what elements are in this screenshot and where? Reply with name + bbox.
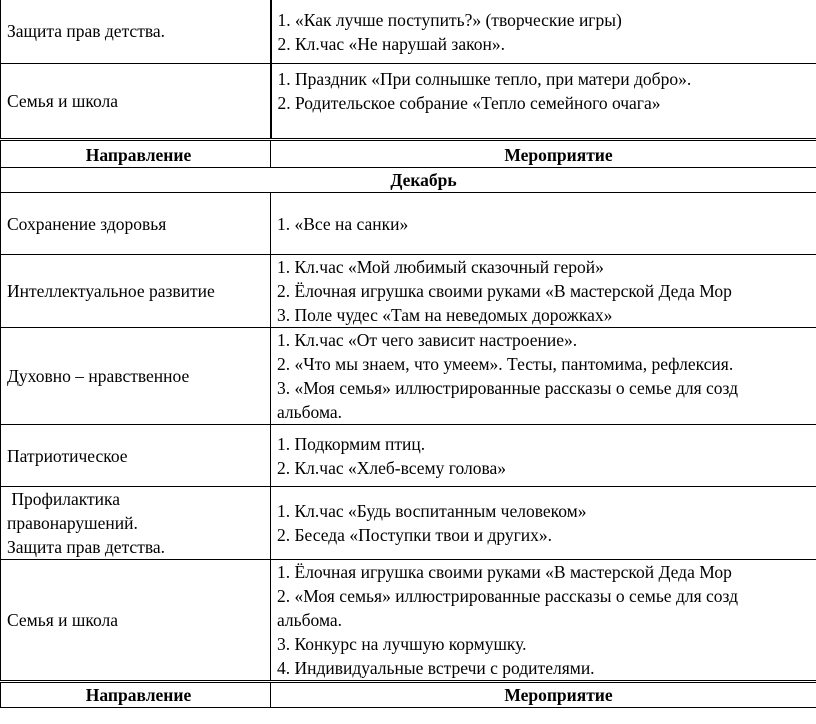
month-row bbox=[1, 168, 816, 193]
table-row bbox=[1, 193, 816, 255]
events-cell: 1. Подкормим птиц. 2. Кл.час «Хлеб-всему голова» bbox=[271, 425, 816, 487]
events-cell: 1. Праздник «При солнышке тепло, при матери добро». 2. Родительское собрание «Тепло семейного очага» bbox=[271, 64, 816, 140]
table-row bbox=[1, 64, 816, 140]
events-cell: 1. Ёлочная игрушка своими руками «В мастерской Деда Мор 2. «Моя семья» иллюстрированные рассказы о семье для созд альбома. 3. Конкурс на лучшую кормушку. 4. Индивидуальные встречи с родителями. bbox=[271, 560, 816, 682]
month-label: Декабрь bbox=[1, 168, 816, 193]
table-row bbox=[1, 328, 816, 425]
header-row bbox=[1, 140, 816, 168]
direction-cell: Семья и школа bbox=[1, 560, 271, 682]
direction-cell: Семья и школа bbox=[1, 64, 271, 140]
table-row bbox=[1, 487, 816, 560]
direction-cell: Профилактика правонарушений. Защита прав детства. bbox=[1, 487, 271, 560]
events-cell: 1. Кл.час «Мой любимый сказочный герой» 2. Ёлочная игрушка своими руками «В мастерской Деда Мор 3. Поле чудес «Там на неведомых дорожках» bbox=[271, 255, 816, 328]
header-direction: Направление bbox=[1, 140, 271, 168]
header-direction: Направление bbox=[1, 682, 271, 708]
table-row bbox=[1, 0, 816, 64]
direction-cell: Духовно – нравственное bbox=[1, 328, 271, 425]
header-event: Мероприятие bbox=[271, 682, 816, 708]
direction-cell: Интеллектуальное развитие bbox=[1, 255, 271, 328]
events-cell: 1. «Все на санки» bbox=[271, 193, 816, 255]
direction-cell: Патриотическое bbox=[1, 425, 271, 487]
table-row bbox=[1, 255, 816, 328]
events-cell: 1. Кл.час «От чего зависит настроение». 2. «Что мы знаем, что умеем». Тесты, пантомима, рефлексия. 3. «Моя семья» иллюстрированные рассказы о семье для созд альбома. bbox=[271, 328, 816, 425]
table-row bbox=[1, 425, 816, 487]
table-row bbox=[1, 560, 816, 682]
header-row bbox=[1, 682, 816, 708]
direction-cell: Сохранение здоровья bbox=[1, 193, 271, 255]
events-cell: 1. Кл.час «Будь воспитанным человеком» 2. Беседа «Поступки твои и других». bbox=[271, 487, 816, 560]
direction-cell: Защита прав детства. bbox=[1, 0, 271, 64]
header-event: Мероприятие bbox=[271, 140, 816, 168]
events-cell: 1. «Как лучше поступить?» (творческие игры) 2. Кл.час «Не нарушай закон». bbox=[271, 0, 816, 64]
